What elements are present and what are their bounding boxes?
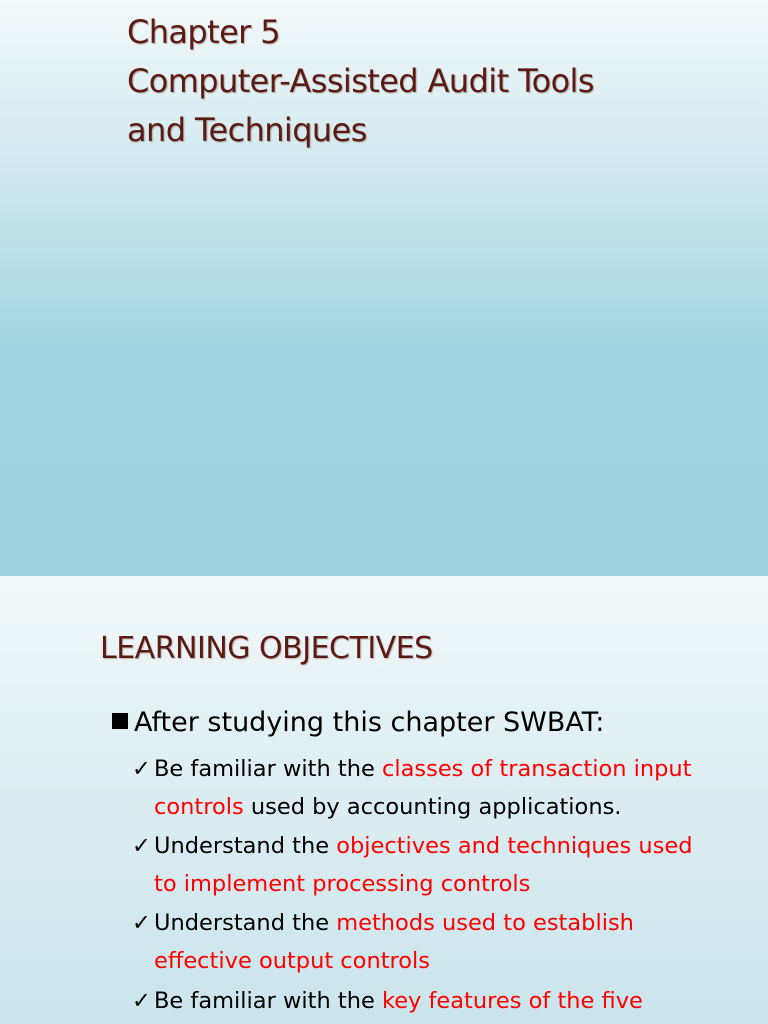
- slide-title-text: [127, 8, 747, 155]
- title-line-chapter: Chapter 5: [127, 13, 281, 51]
- objective-highlight: methods used to establish: [336, 910, 634, 936]
- objective-text: Be familiar with the: [154, 756, 382, 782]
- main-bullet: [112, 703, 604, 743]
- objective-text: Be familiar with the: [154, 988, 382, 1014]
- square-bullet-icon: [112, 713, 128, 729]
- objective-highlight: effective output controls: [154, 948, 431, 974]
- objectives-heading: LEARNING OBJECTIVES: [100, 631, 433, 666]
- title-line-topic-cont: and Techniques: [127, 111, 367, 149]
- title-line-topic: Computer-Assisted Audit Tools: [127, 62, 594, 100]
- main-bullet-text: After studying this chapter SWBAT:: [134, 707, 605, 738]
- objective-highlight: classes of transaction input: [381, 756, 692, 782]
- checkmark-icon: ✓: [132, 988, 151, 1014]
- objective-highlight: objectives and techniques used: [336, 833, 693, 859]
- checkmark-icon: ✓: [132, 833, 151, 859]
- checkmark-icon: ✓: [132, 910, 151, 936]
- objective-item: [132, 904, 742, 980]
- objective-item: [132, 750, 742, 826]
- objective-highlight: controls: [154, 794, 244, 820]
- objective-text: used by accounting applications.: [243, 794, 622, 820]
- objective-text: Understand the: [154, 910, 337, 936]
- checkmark-icon: ✓: [132, 756, 151, 782]
- objective-highlight: to implement processing controls: [154, 871, 531, 897]
- objective-text: Understand the: [154, 833, 337, 859]
- objective-item: [132, 827, 742, 903]
- objective-item: [132, 982, 742, 1020]
- objective-highlight: key features of the five: [381, 988, 643, 1014]
